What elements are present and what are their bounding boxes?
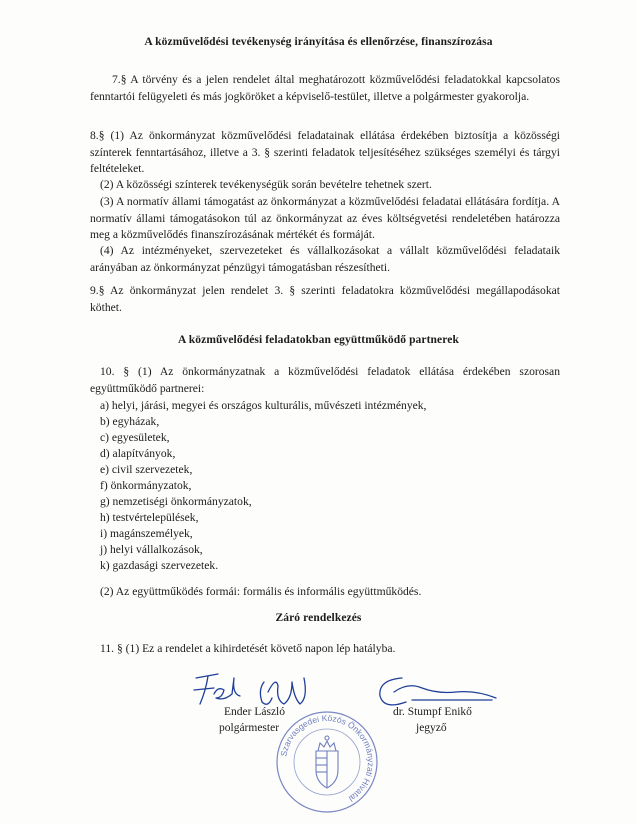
mayor-name: Ender László [224,706,285,718]
list-item: h) testvértelepülések, [100,511,199,524]
list-item: g) nemzetiségi önkormányzatok, [100,495,252,508]
paragraph-8-2: (2) A közösségi színterek tevékenységük során bevételre tehetnek szert. [100,178,432,191]
notary-name: dr. Stumpf Enikő [393,706,472,718]
section-title-financing: A közművelődési tevékenység irányítása és ellenőrzése, finanszírozása [144,36,493,48]
section-title-partners: A közművelődési feladatokban együttműködő partnerek [178,334,459,346]
paragraph-11: 11. § (1) Ez a rendelet a kihirdetését követő napon lép hatályba. [100,642,396,655]
list-item: f) önkormányzatok, [100,479,192,492]
paragraph-10-2: (2) Az együttműködés formái: formális és informális együttműködés. [100,585,422,598]
paragraph-10-intro: 10. § (1) Az önkormányzatnak a közművelődési feladatok ellátása érdekében szorosan együttműködő partnerei: [90,365,560,395]
paragraph-8-1: 8.§ (1) Az önkormányzat közművelődési feladatainak ellátása érdekében biztosítja a közösségi színterek fenntartásához, illetve a 3. § szerinti feladatok teljesítéséhez szükséges személyi és tárgyi feltételeket. [90,129,560,175]
stamp-text: Szarvasgedei Közös Önkormányzati Hivatal [278,712,377,804]
paragraph-7: 7.§ A törvény és a jelen rendelet által meghatározott közművelődési feladatokkal kapcsolatos fenntartói felügyeleti és más jogköröket a képviselő-testület, illetve a polgármester gyakorolja. [90,73,560,103]
paragraph-8-4: (4) Az intézményeket, szervezeteket és vállalkozásokat a vállalt közművelődési feladataik arányában az önkormányzat pénzügyi támogatásban részesítheti. [90,244,560,274]
paragraph-9: 9.§ Az önkormányzat jelen rendelet 3. § szerinti feladatokra közművelődési megállapodásokat köthet. [90,284,560,314]
list-item: e) civil szervezetek, [100,463,193,476]
list-item: i) magánszemélyek, [100,527,193,540]
section-title-closing: Záró rendelkezés [275,612,362,624]
notary-title: jegyző [416,722,447,734]
list-item: d) alapítványok, [100,447,176,460]
list-item: k) gazdasági szervezetek. [100,559,219,572]
mayor-title: polgármester [219,722,280,734]
list-item: c) egyesületek, [100,431,170,444]
list-item: b) egyházak, [100,415,160,428]
list-item: a) helyi, járási, megyei és országos kulturális, művészeti intézmények, [100,399,427,412]
official-stamp [273,708,381,816]
coat-of-arms-icon [316,736,338,788]
list-item: j) helyi vállalkozások, [100,543,203,556]
paragraph-8-3: (3) A normatív állami támogatást az önkormányzat a közművelődési feladatai ellátására fordítja. A normatív állami támogatásokon túl az önkormányzat az éves költségvetési rendeletében határozza meg a közművelődés finanszírozásának mértékét és formáját. [90,195,560,241]
